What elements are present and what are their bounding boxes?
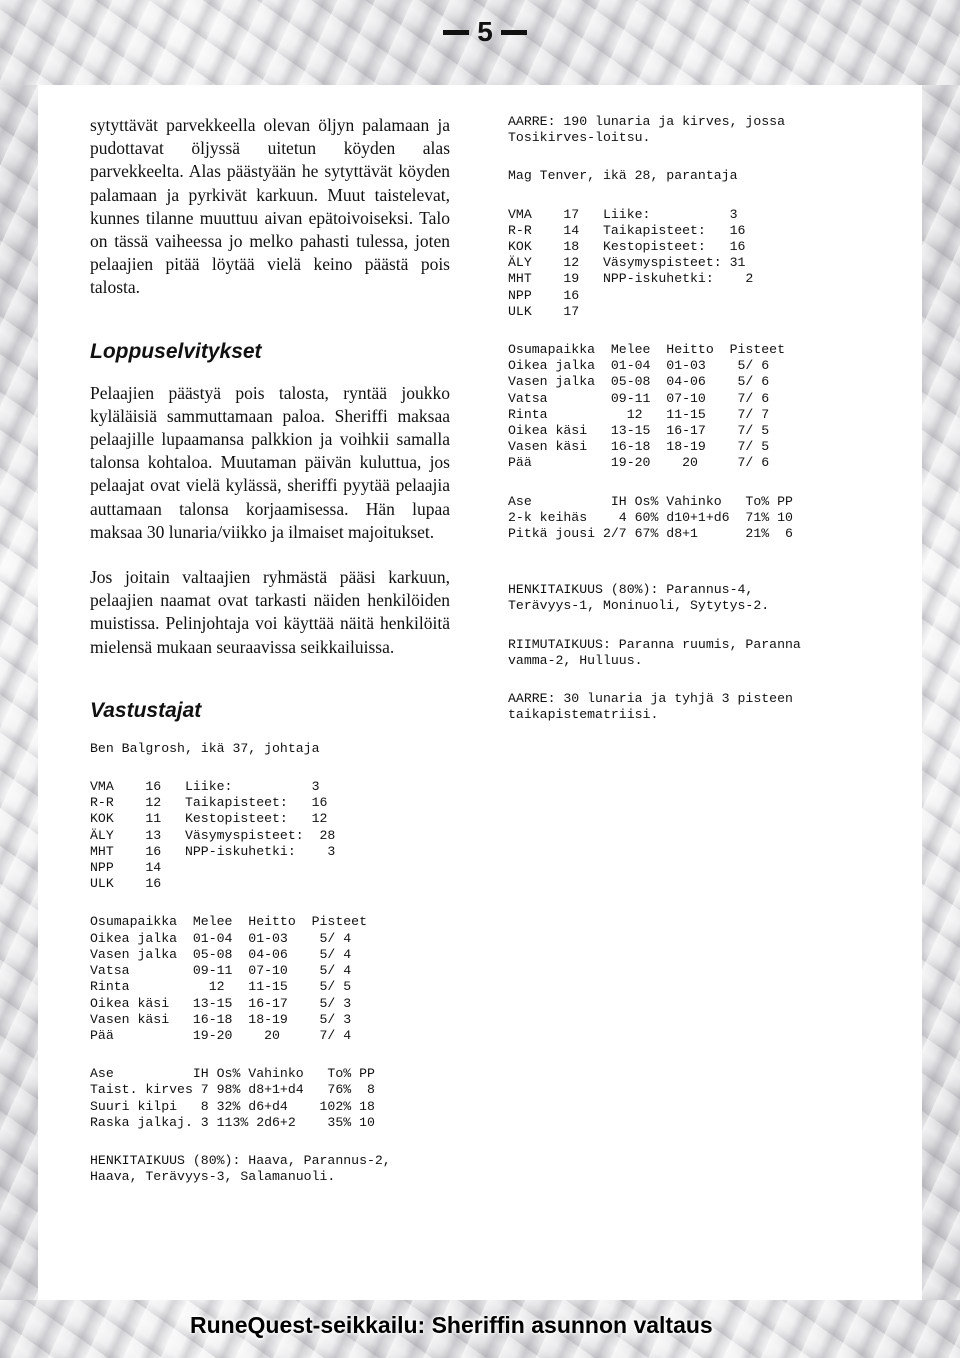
hit-location-table-mag: Osumapaikka Melee Heitto Pisteet Oikea jalka 01-04 01-03 5/ 6 Vasen jalka 05-08 04-06 5/ 6 Vatsa 09-11 07-10 7/ 6 Rinta 12 11-15 7/ 7 Oikea käsi 13-15 16-17 7/ 5 Vasen käsi 16-18 18-19 7/ 5 Pää 19-20 20 7/ 6 — [508, 342, 785, 471]
page-number — [440, 14, 530, 50]
paragraph-intro: sytyttävät parvekkeella olevan öljyn palamaan ja pudottavat öljyssä uitetun köyden alas parvekkeelta. Alas päästyään he sytyttävät köyden palamaan ja pyrkivät karkuun. Muut taistelevat, kunnes tilanne muuttuu aivan epätoivoiseksi. Talo on tässä vaiheessa jo melko pahasti tulessa, joten pelaajien pitää löytää vielä keino päästä pois talosta. — [90, 115, 450, 298]
dash-right — [501, 30, 527, 35]
marble-border-right — [922, 85, 960, 1300]
npc-title-mag: Mag Tenver, ikä 28, parantaja — [508, 168, 738, 184]
paragraph-aftermath: Pelaajien päästyä pois talosta, ryntää joukko kyläläisiä sammuttamaan paloa. Sheriffi maksaa pelaajille lupaamansa palkkion ja voihkii samalla talonsa kohtaloa. Muutaman päivän kuluttua, jos pelaajat ovat vielä kylässä, sheriffi pyytää pelaajia auttamaan talonsa korjaamisessa. Hän lupaa maksaa 30 lunaria/viikko ja ilmaiset majoitukset. — [90, 382, 450, 542]
npc-title-ben: Ben Balgrosh, ikä 37, johtaja — [90, 740, 320, 756]
spirit-magic-mag: HENKITAIKUUS (80%): Parannus-4, Terävyys-1, Moninuoli, Sytytys-2. — [508, 582, 770, 614]
marble-border-left — [0, 85, 38, 1300]
spirit-magic-ben: HENKITAIKUUS (80%): Haava, Parannus-2, Haava, Terävyys-3, Salamanuoli. — [90, 1152, 391, 1185]
treasure-ben: AARRE: 190 lunaria ja kirves, jossa Tosikirves-loitsu. — [508, 114, 785, 146]
heading-vastustajat: Vastustajat — [90, 698, 202, 722]
weapons-table-ben: Ase IH Os% Vahinko To% PP Taist. kirves 7 98% d8+1+d4 76% 8 Suuri kilpi 8 32% d6+d4 102% 18 Raska jalkaj. 3 113% 2d6+2 35% 10 — [90, 1066, 375, 1130]
hit-location-table-ben: Osumapaikka Melee Heitto Pisteet Oikea jalka 01-04 01-03 5/ 4 Vasen jalka 05-08 04-06 5/ 4 Vatsa 09-11 07-10 5/ 4 Rinta 12 11-15 5/ 5 Oikea käsi 13-15 16-17 5/ 3 Vasen käsi 16-18 18-19 5/ 3 Pää 19-20 20 7/ 4 — [90, 914, 367, 1043]
heading-loppuselvitykset: Loppuselvitykset — [90, 339, 262, 363]
rune-magic-mag: RIIMUTAIKUUS: Paranna ruumis, Paranna vamma-2, Hulluus. — [508, 636, 801, 668]
stats-block-mag: VMA 17 Liike: 3 R-R 14 Taikapisteet: 16 KOK 18 Kestopisteet: 16 ÄLY 12 Väsymyspisteet: 31 MHT 19 NPP-iskuhetki: 2 NPP 16 ULK 17 — [508, 206, 754, 319]
dash-left — [443, 30, 469, 35]
right-column — [508, 114, 888, 723]
left-column — [90, 114, 450, 1185]
footer-title: RuneQuest-seikkailu: Sheriffin asunnon valtaus — [190, 1312, 713, 1338]
treasure-mag: AARRE: 30 lunaria ja tyhjä 3 pisteen taikapistematriisi. — [508, 691, 793, 723]
page-number-text: 5 — [477, 16, 493, 47]
weapons-table-mag: Ase IH Os% Vahinko To% PP 2-k keihäs 4 60% d10+1+d6 71% 10 Pitkä jousi 2/7 67% d8+1 21% 6 — [508, 493, 793, 542]
paragraph-escapees: Jos joitain valtaajien ryhmästä pääsi karkuun, pelaajien naamat ovat tarkasti näiden henkilöiden muistissa. Pelinjohtaja voi käyttää näitä henkilöitä mielensä mukaan seuraavissa seikkailuissa. — [90, 567, 450, 657]
stats-block-ben: VMA 16 Liike: 3 R-R 12 Taikapisteet: 16 KOK 11 Kestopisteet: 12 ÄLY 13 Väsymyspisteet: 28 MHT 16 NPP-iskuhetki: 3 NPP 14 ULK 16 — [90, 779, 336, 892]
